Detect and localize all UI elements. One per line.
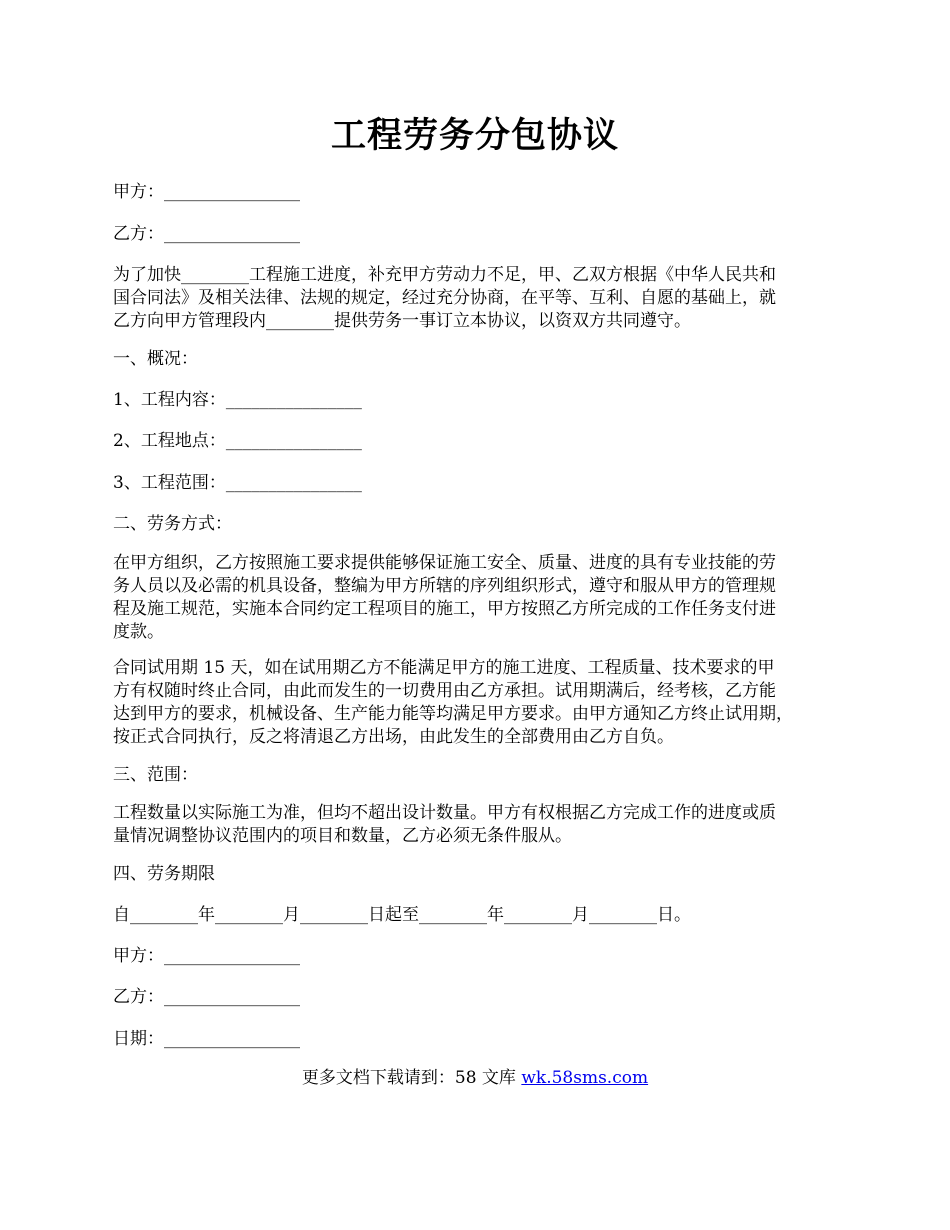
labor-paragraph-line: 度款。 <box>113 622 164 642</box>
section4-heading: 四、劳务期限 <box>113 864 215 884</box>
project-location-field: 2、工程地点：________________ <box>113 431 362 451</box>
scope-paragraph-line: 量情况调整协议范围内的项目和数量，乙方必须无条件服从。 <box>113 826 572 846</box>
project-content-field: 1、工程内容：________________ <box>113 390 362 410</box>
section3-heading: 三、范围： <box>113 765 198 785</box>
trial-paragraph-line: 合同试用期 15 天，如在试用期乙方不能满足甲方的施工进度、工程质量、技术要求的甲 <box>113 658 775 678</box>
period-line: 自________年________月________日起至________年________月________日。 <box>113 905 691 925</box>
preamble-line: 国合同法》及相关法律、法规的规定，经过充分协商，在平等、互利、自愿的基础上，就 <box>113 288 776 308</box>
footer <box>0 1067 950 1090</box>
party-b-field: 乙方：________________ <box>113 224 300 244</box>
labor-paragraph-line: 程及施工规范，实施本合同约定工程项目的施工，甲方按照乙方所完成的工作任务支付进 <box>113 599 776 619</box>
signature-date: 日期：________________ <box>113 1029 300 1049</box>
document-title: 工程劳务分包协议 <box>330 115 619 156</box>
project-scope-field: 3、工程范围：________________ <box>113 473 362 493</box>
section2-heading: 二、劳务方式： <box>113 514 232 534</box>
scope-paragraph-line: 工程数量以实际施工为准，但均不超出设计数量。甲方有权根据乙方完成工作的进度或质 <box>113 803 776 823</box>
labor-paragraph-line: 在甲方组织，乙方按照施工要求提供能够保证施工安全、质量、进度的具有专业技能的劳 <box>113 553 776 573</box>
section1-heading: 一、概况： <box>113 349 198 369</box>
footer-text: 更多文档下载请到：58 文库 <box>301 1068 522 1088</box>
signature-party-a: 甲方：________________ <box>113 946 300 966</box>
party-a-field: 甲方：________________ <box>113 182 300 202</box>
trial-paragraph-line: 达到甲方的要求，机械设备、生产能力能等均满足甲方要求。由甲方通知乙方终止试用期， <box>113 704 793 724</box>
signature-party-b: 乙方：________________ <box>113 987 300 1007</box>
preamble-line: 为了加快________工程施工进度，补充甲方劳动力不足，甲、乙双方根据《中华人民共和 <box>113 265 776 285</box>
trial-paragraph-line: 按正式合同执行，反之将清退乙方出场，由此发生的全部费用由乙方自负。 <box>113 727 674 747</box>
preamble-line: 乙方向甲方管理段内________提供劳务一事订立本协议，以资双方共同遵守。 <box>113 311 691 331</box>
footer-link[interactable]: wk.58sms.com <box>521 1068 649 1088</box>
labor-paragraph-line: 务人员以及必需的机具设备，整编为甲方所辖的序列组织形式，遵守和服从甲方的管理规 <box>113 576 776 596</box>
trial-paragraph-line: 方有权随时终止合同，由此而发生的一切费用由乙方承担。试用期满后，经考核，乙方能 <box>113 681 776 701</box>
